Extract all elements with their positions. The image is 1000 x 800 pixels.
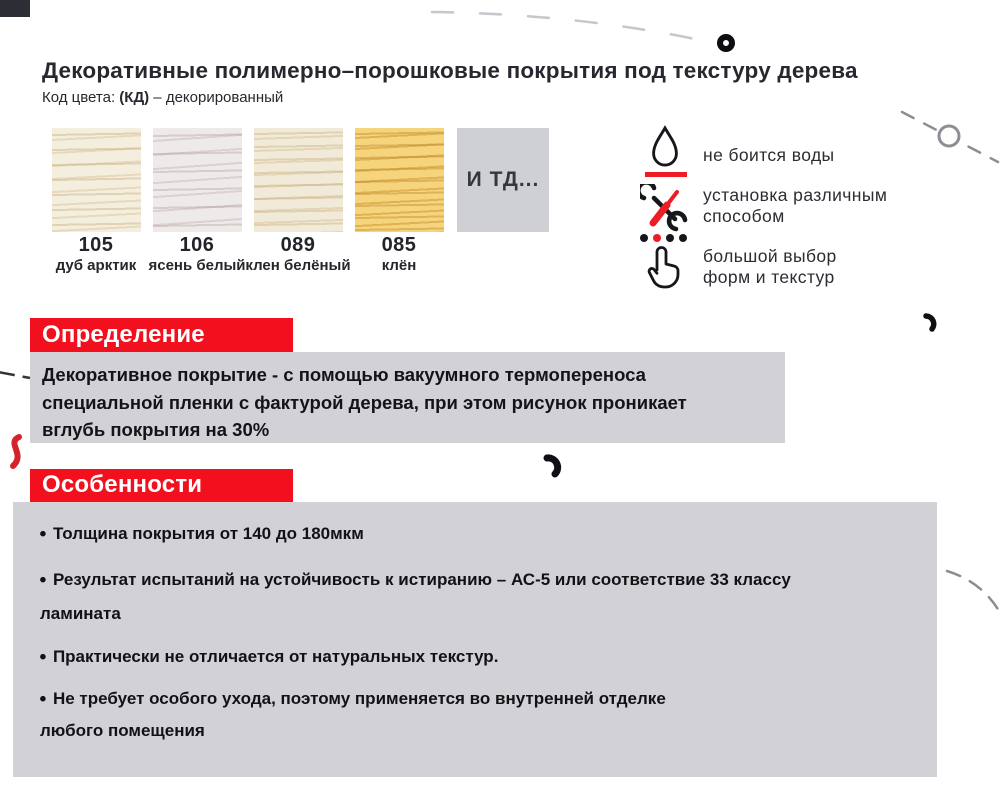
- tools-icon: [640, 184, 688, 232]
- subtitle-code: (КД): [119, 89, 150, 106]
- bullet-marker: •: [39, 522, 47, 545]
- color-code-subtitle: [42, 89, 283, 106]
- swatch-089-image: [254, 128, 343, 232]
- feature-text: Не требует особого ухода, поэтому применяется во внутренней отделке: [52, 689, 666, 708]
- definition-line: вглубь покрытия на 30%: [42, 419, 270, 440]
- swatch-106-image: [153, 128, 242, 232]
- feature-item-continuation: ламината: [40, 604, 121, 623]
- donut-dot: [720, 37, 732, 49]
- swatch-105-name: дуб арктик: [55, 257, 137, 274]
- swatch-106-name: ясень белый: [148, 257, 246, 274]
- corner-accent-block: [0, 0, 30, 17]
- definition-line: специальной пленки с фактурой дерева, при этом рисунок проникает: [42, 391, 687, 413]
- tap-hand-icon: [643, 243, 689, 291]
- comma-big: [547, 458, 558, 474]
- feature-text: Практически не отличается от натуральных текстур.: [52, 647, 499, 666]
- feature-text: Результат испытаний на устойчивость к истиранию – АС-5 или соответствие 33 классу: [52, 570, 791, 589]
- topright-ring: [939, 126, 959, 146]
- swatch-105-image: [52, 128, 141, 232]
- swatch-085-code: 085: [381, 234, 417, 256]
- feature-item: [40, 689, 666, 709]
- subtitle-prefix: Код цвета:: [42, 89, 120, 106]
- comma-small: [926, 316, 934, 329]
- feature-item: [40, 524, 364, 544]
- benefit-label-install: установка различным способом: [703, 185, 888, 226]
- swatch-089-code: 089: [280, 234, 316, 256]
- benefit-label-choice: большой выбор форм и текстур: [703, 246, 837, 287]
- feature-text: Толщина покрытия от 140 до 180мкм: [52, 524, 364, 543]
- tap-dot-2-red: [653, 234, 661, 242]
- bullet-marker: •: [39, 687, 47, 710]
- left-dashes: [0, 372, 30, 378]
- swatch-085-name: клён: [381, 257, 417, 274]
- swatch-106-code: 106: [179, 234, 215, 256]
- definition-line: Декоративное покрытие - с помощью вакуумного термопереноса: [42, 364, 646, 385]
- tap-dot-1: [640, 234, 648, 242]
- water-drop-icon: [646, 124, 684, 170]
- red-squiggle: [13, 437, 19, 466]
- swatch-089-name: клен белёный: [245, 257, 351, 274]
- benefit-label-water: не боится воды: [703, 145, 835, 165]
- top-dashed-arc: [432, 12, 700, 40]
- tap-dot-3: [666, 234, 674, 242]
- subtitle-suffix: – декорированный: [149, 89, 284, 106]
- definition-text: [42, 361, 687, 444]
- bottomright-dashed-arc: [947, 571, 1000, 620]
- etc-label: И ТД...: [466, 168, 540, 191]
- bullet-marker: •: [39, 568, 47, 591]
- bullet-marker: •: [39, 645, 47, 668]
- features-header: Особенности: [30, 469, 293, 502]
- tap-dot-4: [679, 234, 687, 242]
- water-drop-underline: [645, 172, 687, 177]
- swatch-085-image: [355, 128, 444, 232]
- swatch-105-code: 105: [78, 234, 114, 256]
- topright-dashed-line: [902, 112, 998, 162]
- definition-header: Определение: [30, 318, 293, 352]
- etc-tile: [457, 128, 549, 232]
- page-title: Декоративные полимерно–порошковые покрытия под текстуру дерева: [42, 58, 858, 83]
- feature-item: [40, 570, 791, 590]
- feature-item: [40, 647, 498, 667]
- feature-item-continuation: любого помещения: [40, 721, 205, 740]
